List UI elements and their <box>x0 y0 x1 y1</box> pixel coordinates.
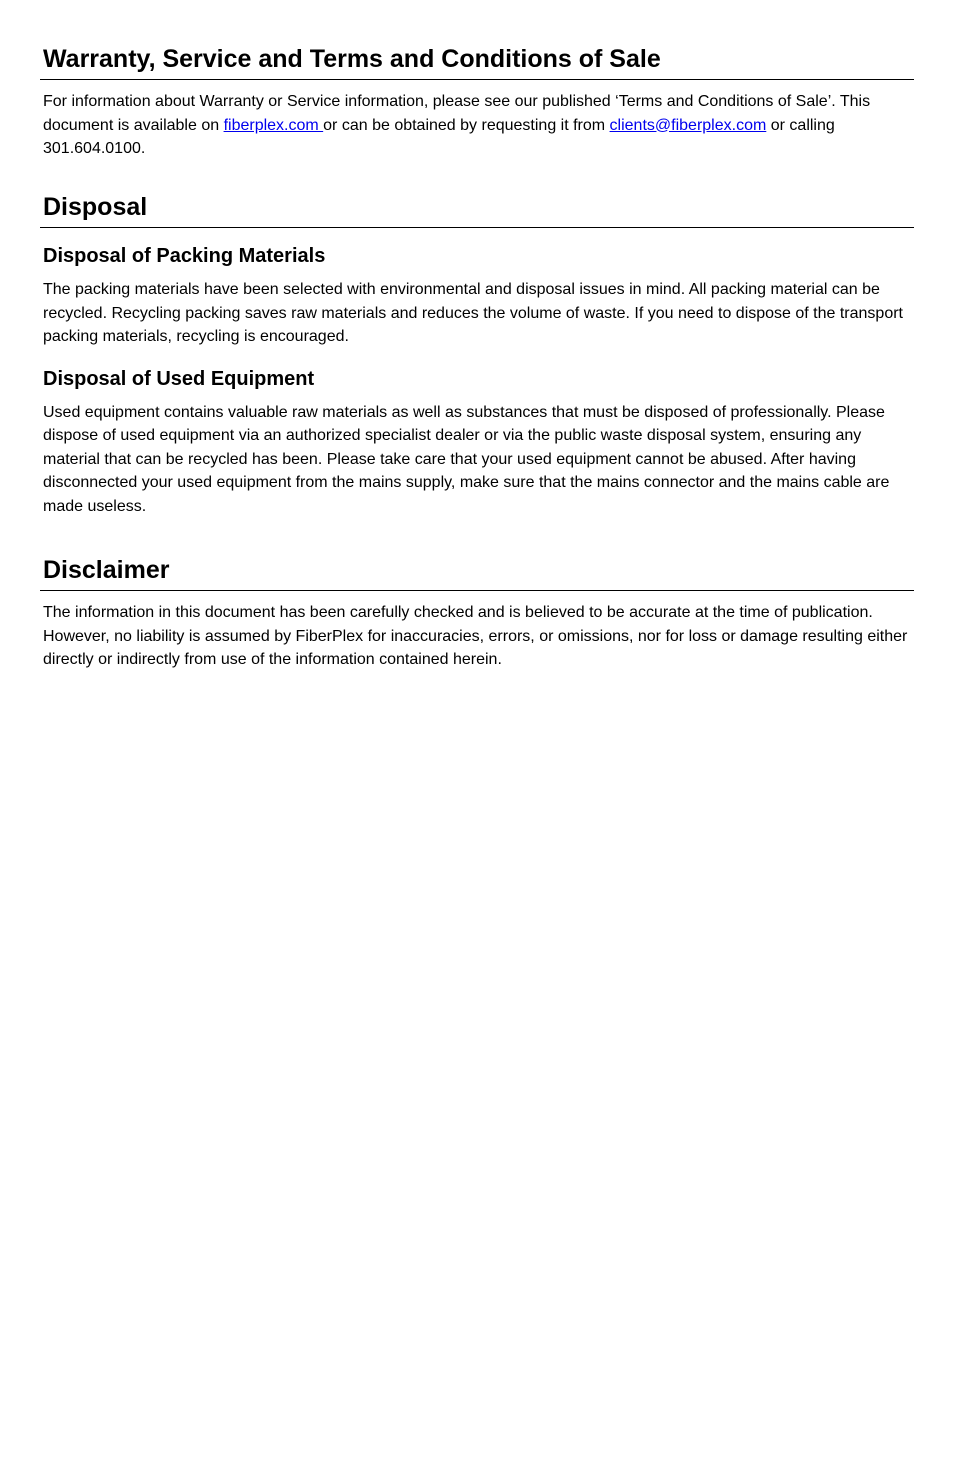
warranty-section <box>40 42 914 161</box>
packing-materials-paragraph: The packing materials have been selected with environmental and disposal issues in mind. All packing material can be recycled. Recycling packing saves raw materials and reduces the volume of waste. If you need to dispose of the transport packing materials, recycling is encouraged. <box>43 281 903 345</box>
warranty-paragraph <box>40 90 914 161</box>
website-link[interactable]: fiberplex.com <box>223 116 324 134</box>
warranty-text-mid: or can be obtained by requesting it from <box>323 116 610 134</box>
packing-materials-heading: Disposal of Packing Materials <box>43 245 326 267</box>
warranty-heading: Warranty, Service and Terms and Conditions of Sale <box>40 42 914 80</box>
disclaimer-paragraph: The information in this document has been carefully checked and is believed to be accurate at the time of publication. However, no liability is assumed by FiberPlex for inaccuracies, errors, or omissions, nor for loss or damage resulting either directly or indirectly from use of the information contained herein. <box>43 604 908 668</box>
used-equipment-heading: Disposal of Used Equipment <box>43 367 315 390</box>
warranty-text-intro: For information about Warranty or Service information, please see our published ‘Terms and Conditions of Sale’. This document is available on <box>43 93 871 134</box>
email-link[interactable]: clients@fiberplex.com <box>609 116 767 134</box>
used-equipment-paragraph: Used equipment contains valuable raw materials as well as substances that must be disposed of professionally. Please dispose of used equipment via an authorized specialist dealer or via the public waste disposal system, ensuring any material that can be recycled has been. Please take care that your used equipment cannot be abused. After having disconnected your used equipment from the mains supply, make sure that the mains connector and the mains cable are made useless. <box>43 403 890 515</box>
disclaimer-section <box>40 553 914 672</box>
disclaimer-heading: Disclaimer <box>40 553 914 591</box>
warranty-text-end: or calling 301.604.0100. <box>43 116 835 157</box>
disposal-section <box>40 190 914 518</box>
disposal-heading: Disposal <box>40 190 914 228</box>
